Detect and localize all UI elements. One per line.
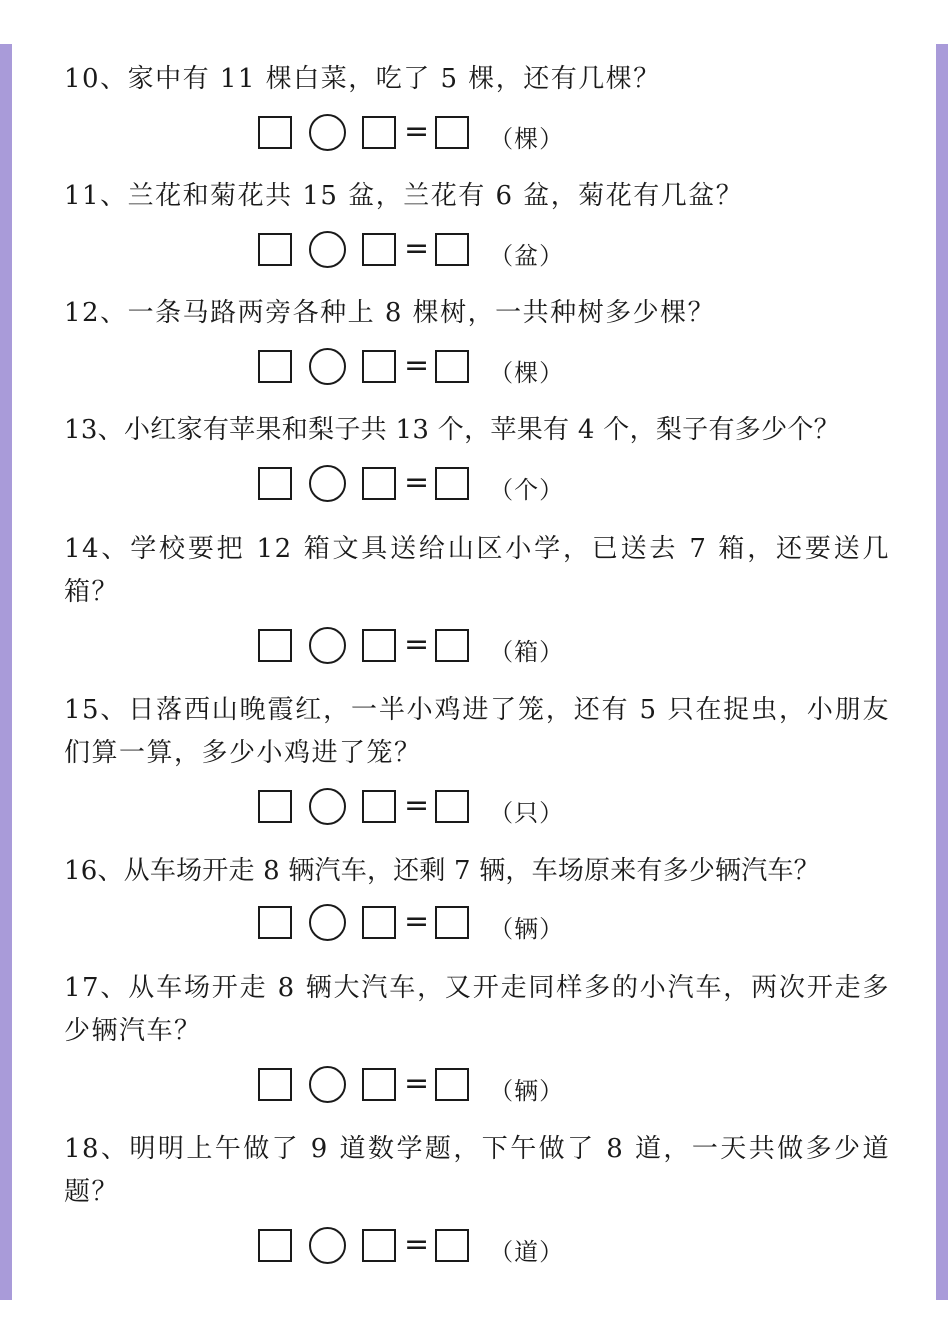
answer-box-1[interactable]: [258, 233, 292, 266]
answer-box-2[interactable]: [362, 1068, 396, 1101]
answer-box-2[interactable]: [362, 233, 396, 266]
answer-box-1[interactable]: [258, 116, 292, 149]
equation-17: [258, 1064, 564, 1104]
problem-10: [64, 58, 890, 101]
answer-box-1[interactable]: [258, 1229, 292, 1262]
equation-13: [258, 463, 564, 503]
unit-label: （辆）: [489, 1076, 565, 1105]
problem-question: 13、小红家有苹果和梨子共 13 个，苹果有 4 个，梨子有多少个？: [64, 415, 840, 445]
result-box[interactable]: [435, 350, 469, 383]
problem-17: [64, 967, 890, 1053]
result-box[interactable]: [435, 1229, 469, 1262]
equation-12: [258, 346, 564, 386]
problem-16: [64, 850, 890, 893]
problem-12: [64, 292, 890, 335]
left-side-bar: [0, 44, 12, 1300]
answer-box-2[interactable]: [362, 467, 396, 500]
result-box[interactable]: [435, 233, 469, 266]
answer-box-1[interactable]: [258, 790, 292, 823]
answer-box-2[interactable]: [362, 790, 396, 823]
answer-box-1[interactable]: [258, 906, 292, 939]
right-side-bar: [936, 44, 948, 1300]
operator-circle[interactable]: [309, 114, 346, 151]
answer-box-2[interactable]: [362, 906, 396, 939]
unit-label: （棵）: [489, 358, 565, 387]
problem-question: 10、家中有 11 棵白菜，吃了 5 棵，还有几棵？: [64, 64, 661, 94]
equals-sign: =: [404, 348, 430, 383]
answer-box-1[interactable]: [258, 350, 292, 383]
equation-15: [258, 786, 564, 826]
problem-question: 16、从车场开走 8 辆汽车，还剩 7 辆，车场原来有多少辆汽车？: [64, 856, 820, 886]
equals-sign: =: [404, 114, 430, 149]
equation-11: [258, 229, 564, 269]
operator-circle[interactable]: [309, 1066, 346, 1103]
problem-question: 12、一条马路两旁各种上 8 棵树，一共种树多少棵？: [64, 298, 716, 328]
problem-18: [64, 1128, 890, 1214]
result-box[interactable]: [435, 790, 469, 823]
answer-box-1[interactable]: [258, 629, 292, 662]
equals-sign: =: [404, 788, 430, 823]
equals-sign: =: [404, 231, 430, 266]
operator-circle[interactable]: [309, 788, 346, 825]
problem-15: [64, 689, 890, 775]
unit-label: （盆）: [489, 241, 565, 270]
result-box[interactable]: [435, 1068, 469, 1101]
operator-circle[interactable]: [309, 904, 346, 941]
problem-13: [64, 409, 890, 452]
equation-16: [258, 902, 564, 942]
answer-box-2[interactable]: [362, 116, 396, 149]
equals-sign: =: [404, 465, 430, 500]
unit-label: （辆）: [489, 914, 565, 943]
problem-question: 11、兰花和菊花共 15 盆，兰花有 6 盆，菊花有几盆？: [64, 181, 744, 211]
answer-box-2[interactable]: [362, 629, 396, 662]
equals-sign: =: [404, 1066, 430, 1101]
equals-sign: =: [404, 904, 430, 939]
equation-10: [258, 112, 564, 152]
operator-circle[interactable]: [309, 1227, 346, 1264]
operator-circle[interactable]: [309, 348, 346, 385]
result-box[interactable]: [435, 906, 469, 939]
equation-18: [258, 1225, 564, 1265]
result-box[interactable]: [435, 467, 469, 500]
bottom-margin: [0, 1300, 950, 1344]
operator-circle[interactable]: [309, 465, 346, 502]
result-box[interactable]: [435, 629, 469, 662]
answer-box-1[interactable]: [258, 1068, 292, 1101]
equals-sign: =: [404, 627, 430, 662]
problem-question: 18、明明上午做了 9 道数学题，下午做了 8 道，一天共做多少道题？: [64, 1134, 890, 1207]
problem-question: 17、从车场开走 8 辆大汽车，又开走同样多的小汽车，两次开走多少辆汽车？: [64, 973, 890, 1046]
answer-box-2[interactable]: [362, 1229, 396, 1262]
problem-14: [64, 528, 890, 614]
unit-label: （个）: [489, 475, 565, 504]
unit-label: （箱）: [489, 637, 565, 666]
unit-label: （道）: [489, 1237, 565, 1266]
answer-box-1[interactable]: [258, 467, 292, 500]
result-box[interactable]: [435, 116, 469, 149]
problem-question: 15、日落西山晚霞红，一半小鸡进了笼，还有 5 只在捉虫，小朋友们算一算，多少小鸡进了笼？: [64, 695, 890, 768]
problem-11: [64, 175, 890, 218]
operator-circle[interactable]: [309, 627, 346, 664]
answer-box-2[interactable]: [362, 350, 396, 383]
unit-label: （棵）: [489, 124, 565, 153]
operator-circle[interactable]: [309, 231, 346, 268]
equation-14: [258, 625, 564, 665]
unit-label: （只）: [489, 798, 565, 827]
equals-sign: =: [404, 1227, 430, 1262]
problem-question: 14、学校要把 12 箱文具送给山区小学，已送去 7 箱，还要送几箱？: [64, 534, 890, 607]
